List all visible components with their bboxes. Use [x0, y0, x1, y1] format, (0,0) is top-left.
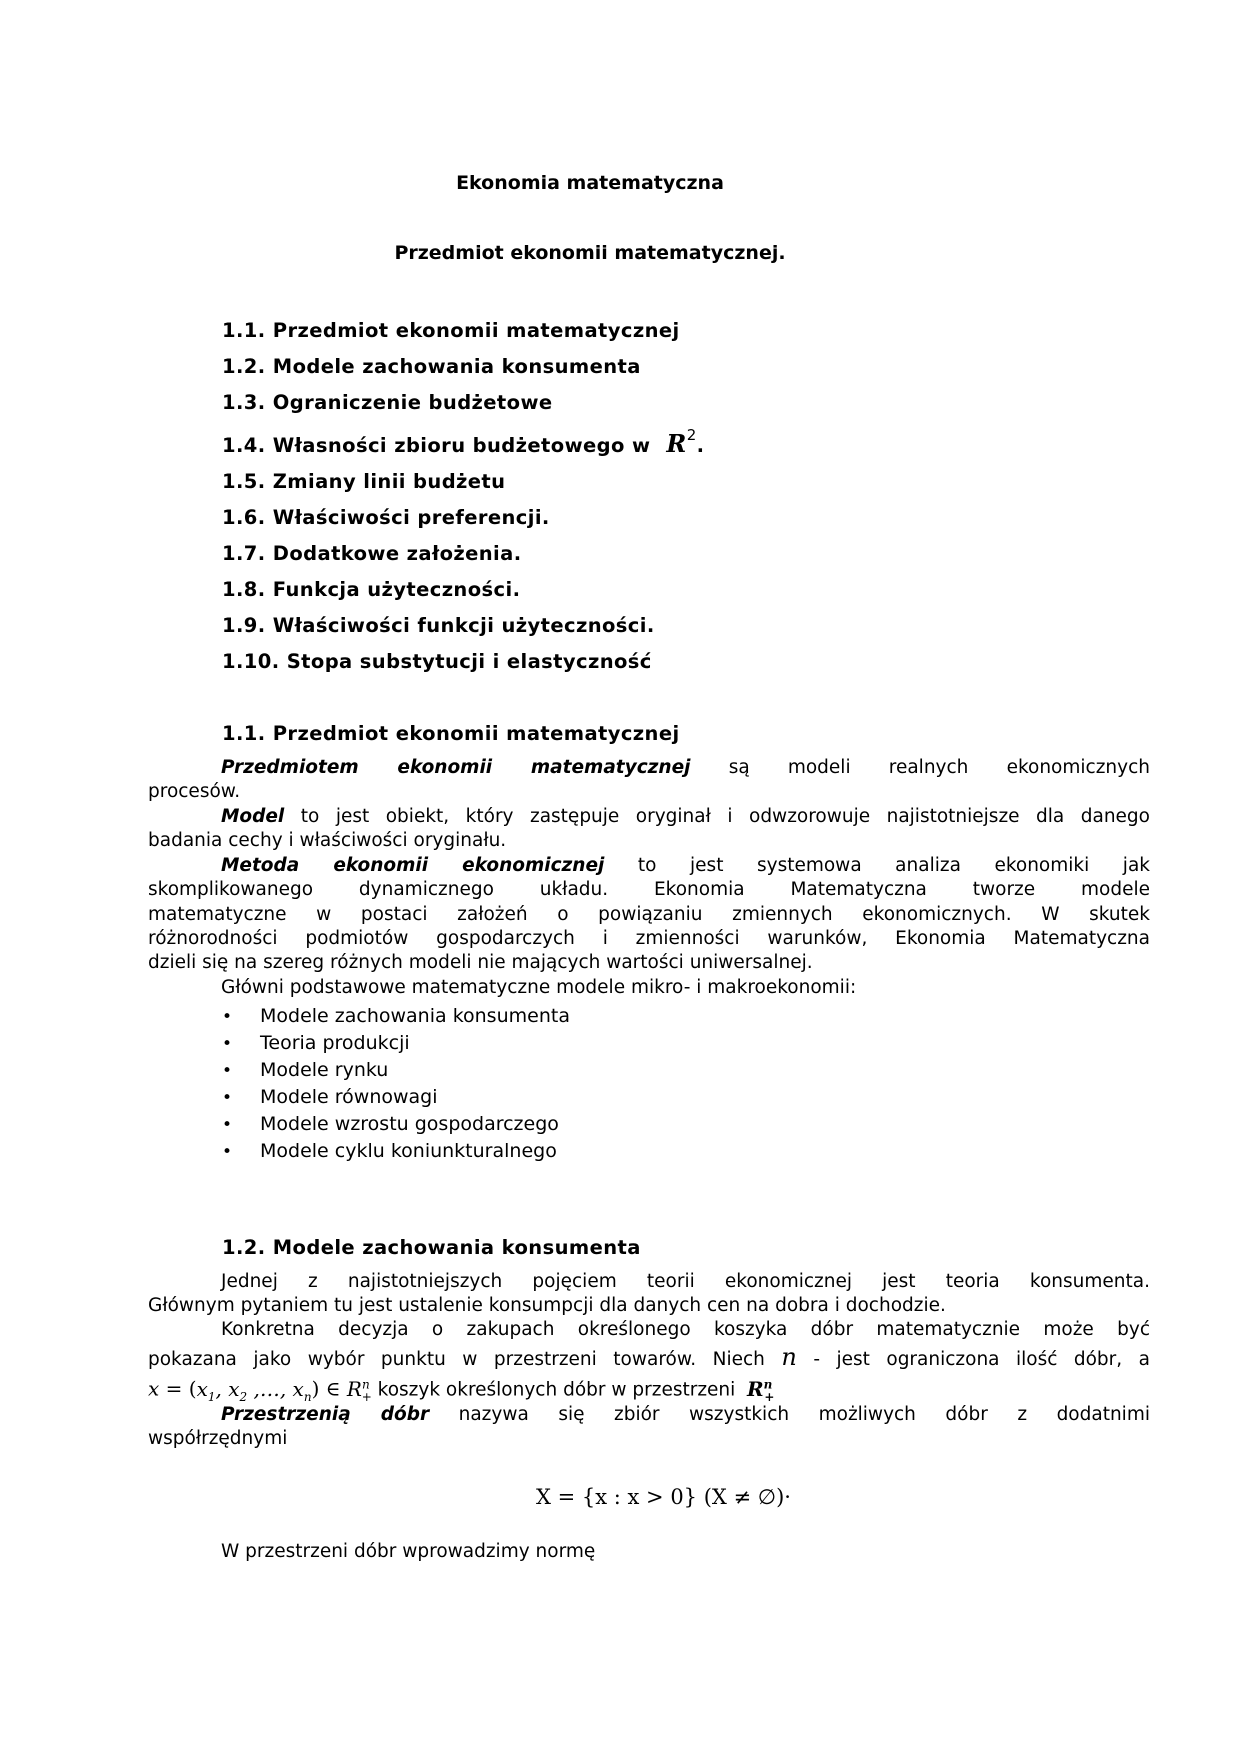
- list-item-text: Modele równowagi: [260, 1086, 438, 1108]
- paragraph-line: [221, 854, 1150, 878]
- toc-number: 1.4.: [222, 434, 266, 457]
- bullet-icon: •: [222, 1007, 233, 1027]
- toc-label: Ograniczenie budżetowe: [272, 391, 553, 414]
- paragraph-line: Jednej z najistotniejszych pojęciem teorii ekonomicznej jest teoria konsumenta.: [221, 1271, 1150, 1292]
- list-item: [222, 1140, 557, 1162]
- math-r-n-plus: $R^n_+$: [346, 1376, 372, 1404]
- defined-term: Model: [221, 806, 285, 827]
- paragraph-line: różnorodności podmiotów gospodarczych i zmienności warunków, Ekonomia Matematyczna: [148, 928, 1150, 949]
- bullet-icon: •: [222, 1088, 233, 1108]
- toc-label: Stopa substytucji i elastyczność: [286, 650, 652, 673]
- toc-number: 1.9.: [222, 614, 266, 637]
- paragraph-line: procesów.: [148, 781, 241, 802]
- toc-item: [222, 426, 704, 458]
- text-span: koszyk określonych dóbr w przestrzeni: [377, 1379, 736, 1401]
- paragraph-line: badania cechy i właściwości oryginału.: [148, 830, 507, 851]
- list-item: [222, 1032, 410, 1054]
- toc-number: 1.10.: [222, 650, 280, 673]
- text-span: - jest ograniczona ilość dóbr, a: [813, 1349, 1150, 1370]
- list-item: [222, 1086, 438, 1108]
- defined-term: Przestrzenią dóbr: [221, 1404, 430, 1425]
- document-subtitle: Przedmiot ekonomii matematycznej.: [394, 242, 786, 264]
- paragraph-line: Główni podstawowe matematyczne modele mikro- i makroekonomii:: [221, 977, 857, 998]
- paragraph-line: [221, 756, 1150, 780]
- toc-number: 1.1.: [222, 319, 266, 342]
- toc-label: Modele zachowania konsumenta: [272, 355, 641, 378]
- list-item-text: Modele rynku: [260, 1059, 389, 1081]
- bullet-icon: •: [222, 1115, 233, 1135]
- toc-suffix: .: [696, 434, 705, 457]
- bullet-icon: •: [222, 1142, 233, 1162]
- toc-item: [222, 542, 522, 565]
- defined-term: Przedmiotem ekonomii matematycznej: [221, 757, 691, 778]
- section-heading: 1.2. Modele zachowania konsumenta: [222, 1236, 641, 1259]
- toc-item: [222, 319, 680, 342]
- toc-item: [222, 578, 520, 601]
- toc-item: [222, 650, 652, 673]
- list-item: [222, 1005, 570, 1027]
- math-formula-goods-space: X = {x : x > 0} (X ≠ ∅)·: [536, 1485, 791, 1509]
- toc-label: Funkcja użyteczności.: [272, 578, 521, 601]
- toc-label: Zmiany linii budżetu: [272, 470, 506, 493]
- text-span: to jest obiekt, który zastępuje oryginał i odwzorowuje najistotniejsze dla danego: [300, 806, 1150, 827]
- math-basket-vector: x: [148, 1376, 160, 1401]
- toc-label: Dodatkowe założenia.: [272, 542, 522, 565]
- bullet-icon: •: [222, 1061, 233, 1081]
- toc-item: [222, 614, 655, 637]
- math-r-squared: [658, 426, 697, 458]
- toc-item: [222, 506, 550, 529]
- math-symbol: R: [666, 429, 687, 458]
- toc-number: 1.5.: [222, 470, 266, 493]
- paragraph-line: [221, 1403, 1150, 1427]
- math-superscript: 2: [686, 426, 697, 444]
- text-span: nazywa się zbiór wszystkich możliwych dóbr z dodatnimi: [458, 1404, 1150, 1425]
- toc-item: [222, 470, 505, 493]
- section-heading: 1.1. Przedmiot ekonomii matematycznej: [222, 722, 680, 745]
- paragraph-line: Głównym pytaniem tu jest ustalenie konsumpcji dla danych cen na dobra i dochodzie.: [148, 1295, 946, 1316]
- math-n: n: [781, 1343, 797, 1371]
- paragraph-line: współrzędnymi: [148, 1428, 288, 1449]
- paragraph-line: skomplikowanego dynamicznego układu. Ekonomia Matematyczna tworze modele: [148, 879, 1150, 900]
- toc-label: Przedmiot ekonomii matematycznej: [272, 319, 680, 342]
- list-item-text: Teoria produkcji: [260, 1032, 410, 1054]
- toc-number: 1.7.: [222, 542, 266, 565]
- text-span: są modeli realnych ekonomicznych: [728, 757, 1150, 778]
- toc-label: Właściwości preferencji.: [272, 506, 550, 529]
- toc-number: 1.8.: [222, 578, 266, 601]
- toc-item: [222, 391, 553, 414]
- document-title: Ekonomia matematyczna: [456, 172, 724, 194]
- paragraph-line: Konkretna decyzja o zakupach określonego koszyka dóbr matematycznie może być: [221, 1319, 1150, 1340]
- toc-number: 1.2.: [222, 355, 266, 378]
- text-span: pokazana jako wybór punktu w przestrzeni towarów. Niech: [148, 1349, 765, 1370]
- bullet-icon: •: [222, 1034, 233, 1054]
- paragraph-line: W przestrzeni dóbr wprowadzimy normę: [221, 1541, 596, 1562]
- paragraph-line: matematyczne w postaci założeń o powiązaniu zmiennych ekonomicznych. W skutek: [148, 904, 1150, 925]
- toc-label: Właściwości funkcji użyteczności.: [272, 614, 655, 637]
- paragraph-line: [221, 805, 1150, 829]
- list-item-text: Modele zachowania konsumenta: [260, 1005, 570, 1027]
- math-r-n-plus: $R^n_+$: [747, 1376, 775, 1404]
- paragraph-line: $x = (x_1$, $x_2$ ,…, $x_n$) ∈ $R^n_+$ koszyk określonych dóbr w przestrzeni $R^n_+$: [148, 1376, 775, 1404]
- toc-label: Własności zbioru budżetowego w: [272, 434, 651, 457]
- toc-item: [222, 355, 641, 378]
- list-item-text: Modele cyklu koniunkturalnego: [260, 1140, 557, 1162]
- list-item: [222, 1059, 388, 1081]
- defined-term: Metoda ekonomii ekonomicznej: [221, 855, 605, 876]
- toc-number: 1.3.: [222, 391, 266, 414]
- list-item-text: Modele wzrostu gospodarczego: [260, 1113, 559, 1135]
- text-span: to jest systemowa analiza ekonomiki jak: [637, 855, 1150, 876]
- paragraph-line: dzieli się na szereg różnych modeli nie mających wartości uniwersalnej.: [148, 952, 813, 973]
- list-item: [222, 1113, 559, 1135]
- toc-number: 1.6.: [222, 506, 266, 529]
- paragraph-line: [148, 1345, 1150, 1372]
